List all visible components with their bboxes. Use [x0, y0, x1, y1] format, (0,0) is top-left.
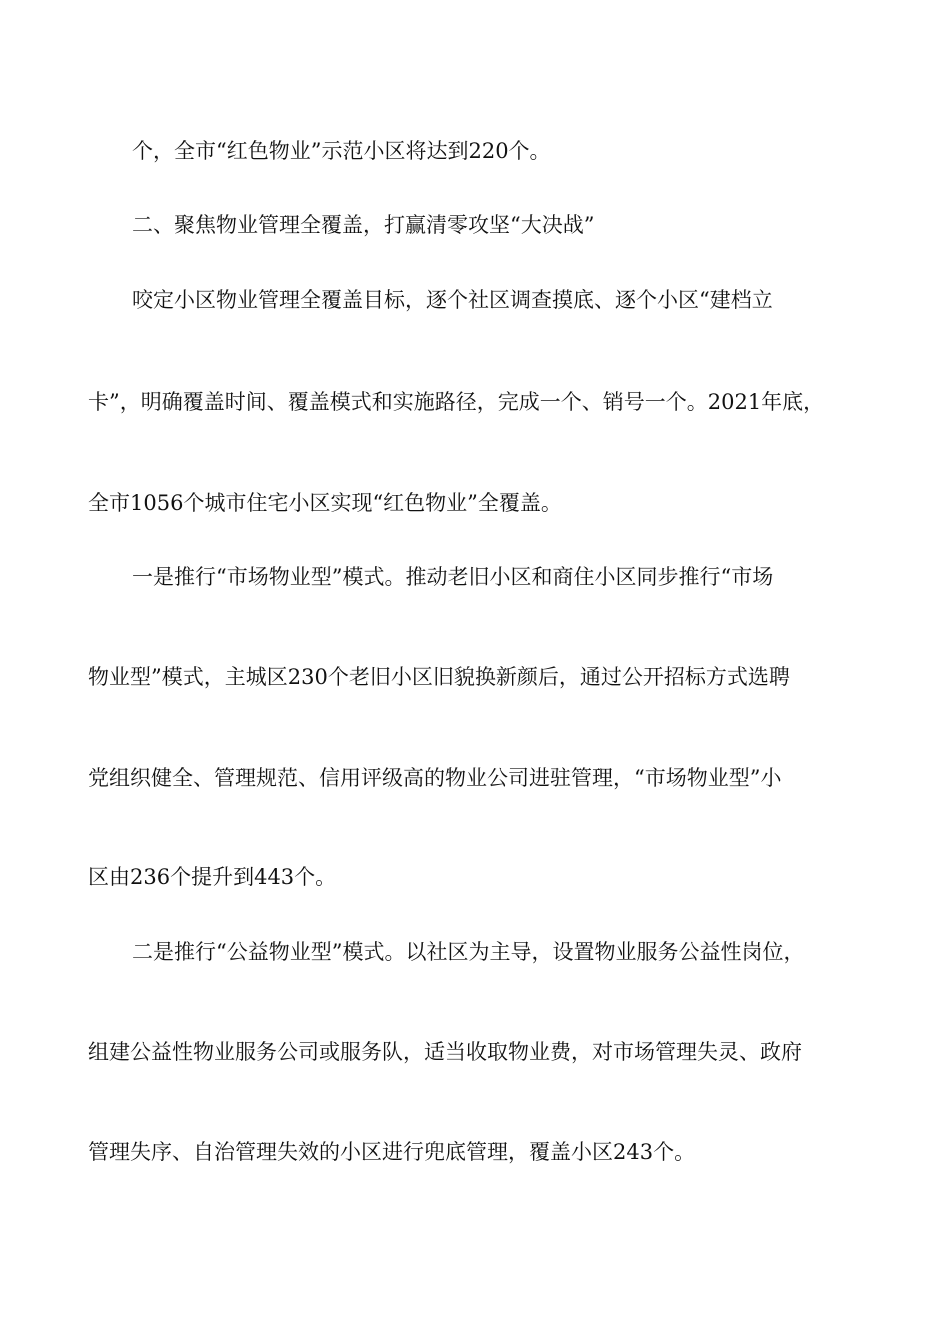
paragraph-line: 卡”，明确覆盖时间、覆盖模式和实施路径，完成一个、销号一个。2021年底， [88, 390, 825, 414]
paragraph-line: 党组织健全、管理规范、信用评级高的物业公司进驻管理，“市场物业型”小 [88, 766, 782, 790]
paragraph-line: 个，全市“红色物业”示范小区将达到220个。 [132, 139, 551, 163]
paragraph-line: 物业型”模式，主城区230个老旧小区旧貌换新颜后，通过公开招标方式选聘 [88, 665, 790, 689]
paragraph-line: 组建公益性物业服务公司或服务队，适当收取物业费，对市场管理失灵、政府 [88, 1040, 802, 1064]
paragraph-line: 一是推行“市场物业型”模式。推动老旧小区和商住小区同步推行“市场 [132, 565, 774, 589]
paragraph-line: 二是推行“公益物业型”模式。以社区为主导，设置物业服务公益性岗位， [132, 940, 805, 964]
paragraph-line: 全市1056个城市住宅小区实现“红色物业”全覆盖。 [88, 491, 562, 515]
paragraph-line: 咬定小区物业管理全覆盖目标，逐个社区调查摸底、逐个小区“建档立 [132, 288, 773, 312]
paragraph-line: 区由236个提升到443个。 [88, 865, 337, 889]
section-heading: 二、聚焦物业管理全覆盖，打赢清零攻坚“大决战” [132, 213, 595, 237]
paragraph-line: 管理失序、自治管理失效的小区进行兜底管理，覆盖小区243个。 [88, 1140, 696, 1164]
